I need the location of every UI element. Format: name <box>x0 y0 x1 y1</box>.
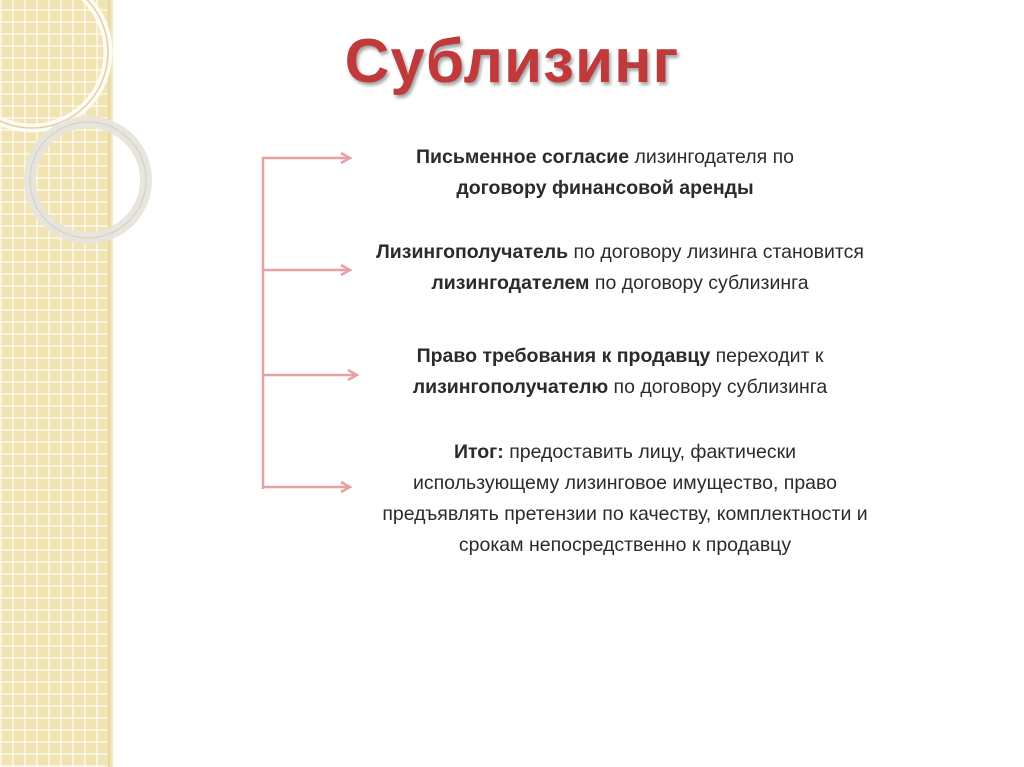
point-3-text: переходит к <box>710 345 824 367</box>
point-1-bold-2: договору финансовой аренды <box>456 177 754 199</box>
point-4-text: предоставить лицу, фактически <box>503 441 797 463</box>
page-title: Сублизинг <box>344 27 680 96</box>
point-4-line-2: использующему лизинговое имущество, право <box>412 472 838 494</box>
point-4-line-4: срокам непосредственно к продавцу <box>458 534 792 556</box>
point-2-text: по договору лизинга становится <box>568 241 864 263</box>
point-written-consent <box>330 142 880 204</box>
point-4-line-3: предъявлять претензии по качеству, комплектности и <box>382 503 868 525</box>
point-2-bold-2: лизингодателем <box>431 272 590 294</box>
point-3-bold: Право требования к продавцу <box>416 345 711 367</box>
point-2-bold: Лизингополучатель <box>376 241 569 263</box>
point-summary <box>315 437 935 561</box>
point-3-bold-2: лизингополучателю <box>412 376 609 398</box>
point-1-text: лизингодателя по <box>629 146 794 168</box>
point-lessee-becomes-lessor <box>305 237 935 299</box>
point-right-of-claim <box>330 341 910 403</box>
point-1-bold: Письменное согласие <box>416 146 630 168</box>
point-4-bold: Итог: <box>453 441 504 463</box>
point-2-text-2: по договору сублизинга <box>589 272 809 294</box>
point-3-text-2: по договору сублизинга <box>608 376 828 398</box>
